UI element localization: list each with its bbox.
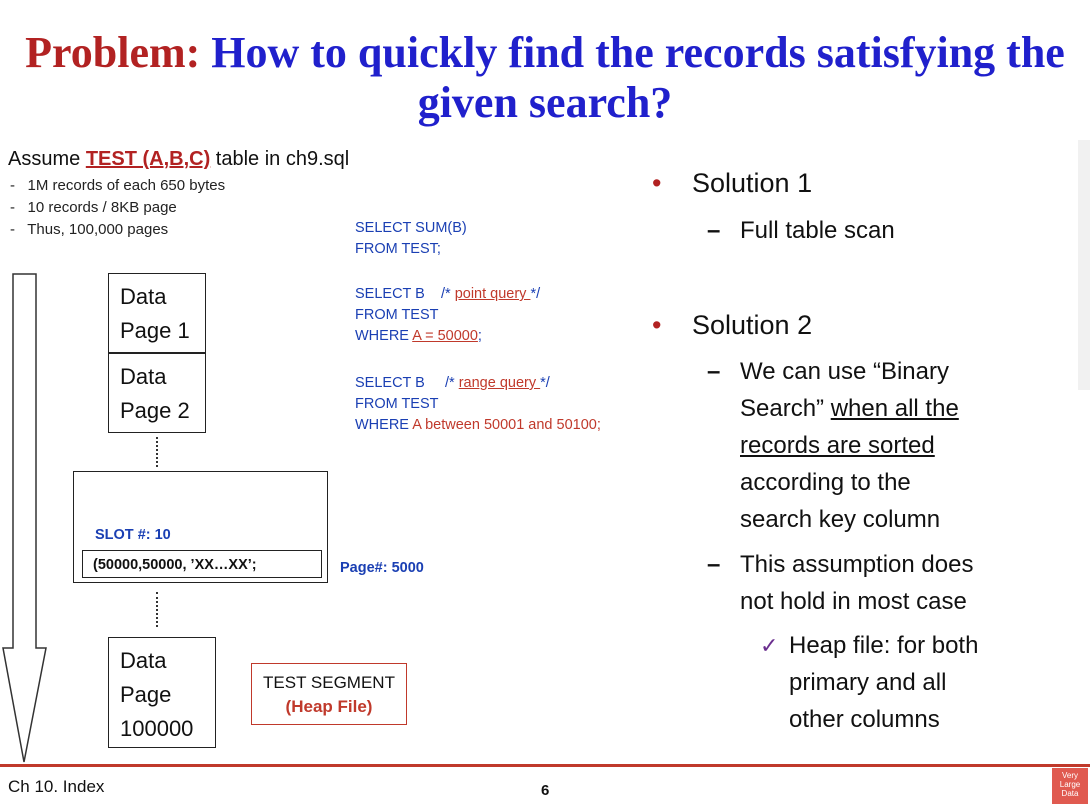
vld-logo bbox=[1052, 768, 1088, 804]
bullet-icon: • bbox=[652, 310, 662, 340]
note-item bbox=[10, 221, 168, 238]
sql-comment-close: */ bbox=[540, 375, 550, 391]
page-label: Page 2 bbox=[120, 398, 190, 423]
range-query-comment: range query bbox=[458, 375, 541, 391]
detail-line: according to the bbox=[740, 469, 911, 496]
sql-select: SELECT B bbox=[355, 375, 425, 391]
sql-line bbox=[355, 284, 540, 305]
side-tab bbox=[1078, 140, 1090, 390]
sql-line: FROM TEST bbox=[355, 396, 439, 412]
data-page-2 bbox=[108, 353, 206, 433]
title-text: How to quickly find the records satisfying the given search? bbox=[200, 28, 1065, 127]
assume-suffix: table in ch9.sql bbox=[210, 148, 350, 170]
logo-text: Large bbox=[1059, 780, 1081, 789]
test-segment-box bbox=[251, 663, 407, 725]
note-dash: - bbox=[10, 177, 15, 194]
detail-line: search key column bbox=[740, 506, 941, 533]
detail-line: other columns bbox=[789, 706, 940, 733]
solution-1-item bbox=[652, 168, 661, 199]
dash-icon: – bbox=[707, 358, 721, 385]
logo-text: Very bbox=[1061, 771, 1078, 780]
dash-icon: – bbox=[707, 551, 721, 578]
table-name: TEST (A,B,C) bbox=[85, 148, 211, 170]
detail-underlined: records are sorted bbox=[740, 432, 935, 459]
page-label: 100000 bbox=[120, 716, 194, 741]
page-label: Page 1 bbox=[120, 318, 190, 343]
page-label: Page bbox=[120, 682, 172, 707]
sql-line: FROM TEST bbox=[355, 307, 439, 323]
sql-query-sum bbox=[355, 218, 467, 260]
point-query-comment: point query bbox=[454, 286, 531, 302]
title-keyword: Problem: bbox=[25, 28, 201, 77]
sql-where: WHERE bbox=[355, 417, 413, 433]
detail-underlined: when all the bbox=[830, 395, 959, 422]
note-text: 1M records of each 650 bytes bbox=[27, 177, 226, 194]
slot-label: SLOT #: 10 bbox=[95, 527, 171, 543]
note-dash: - bbox=[10, 221, 15, 238]
page-number: 6 bbox=[541, 782, 550, 799]
note-item bbox=[10, 177, 225, 194]
sql-condition: A between 50001 and 50100; bbox=[412, 417, 601, 433]
solution-2-item bbox=[652, 310, 661, 341]
assume-line bbox=[8, 148, 349, 171]
checkmark-icon: ✓ bbox=[760, 633, 779, 658]
solution-2-detail-1 bbox=[740, 353, 1070, 538]
solution-2: Solution 2 bbox=[692, 310, 813, 340]
footer-rule bbox=[0, 764, 1090, 767]
assume-prefix: Assume bbox=[8, 148, 86, 170]
sql-comment-open: /* bbox=[445, 375, 459, 391]
ellipsis-dots bbox=[156, 592, 158, 627]
sql-semicolon: ; bbox=[477, 328, 482, 344]
data-page-last bbox=[108, 637, 216, 748]
solution-2-detail-2 bbox=[740, 546, 973, 620]
detail-line: primary and all bbox=[789, 669, 947, 696]
sql-query-point bbox=[355, 284, 540, 347]
detail-text: Search” bbox=[740, 395, 831, 422]
page-label: Data bbox=[120, 364, 167, 389]
segment-title: TEST SEGMENT bbox=[263, 673, 395, 692]
heap-file-note bbox=[789, 627, 978, 738]
sql-query-range bbox=[355, 373, 601, 436]
record-slot: (50000,50000, ’XX…XX’; bbox=[82, 550, 322, 578]
segment-subtitle: (Heap File) bbox=[285, 697, 373, 716]
data-page-1 bbox=[108, 273, 206, 353]
detail-line bbox=[740, 390, 1070, 427]
sql-comment-open: /* bbox=[440, 286, 455, 302]
note-item bbox=[10, 199, 177, 216]
bullet-icon: • bbox=[652, 168, 662, 198]
detail-line: This assumption does bbox=[740, 551, 974, 578]
sql-comment-close: */ bbox=[530, 286, 541, 302]
solution-1: Solution 1 bbox=[692, 168, 813, 198]
slide-title bbox=[0, 28, 1090, 128]
sql-where: WHERE bbox=[355, 328, 413, 344]
page-number-label: Page#: 5000 bbox=[340, 560, 424, 576]
page-label: Data bbox=[120, 648, 167, 673]
sql-line: SELECT SUM(B) bbox=[355, 220, 467, 236]
sql-select: SELECT B bbox=[355, 286, 425, 302]
sql-line: FROM TEST; bbox=[355, 241, 441, 257]
sql-line bbox=[355, 373, 601, 394]
dash-icon: – bbox=[707, 217, 721, 244]
footer-chapter: Ch 10. Index bbox=[8, 777, 105, 796]
sql-condition: A = 50000 bbox=[412, 328, 478, 344]
sql-line bbox=[355, 326, 540, 347]
sql-line bbox=[355, 415, 601, 436]
ellipsis-dots bbox=[156, 437, 158, 467]
detail-line: We can use “Binary bbox=[740, 358, 949, 385]
solution-1-detail: Full table scan bbox=[740, 217, 895, 244]
note-text: 10 records / 8KB page bbox=[27, 199, 177, 216]
logo-text: Data bbox=[1061, 789, 1079, 798]
detail-line: not hold in most case bbox=[740, 588, 967, 615]
detail-line: Heap file: for both bbox=[789, 632, 979, 659]
page-label: Data bbox=[120, 284, 167, 309]
scan-arrow-icon bbox=[0, 270, 50, 768]
note-dash: - bbox=[10, 199, 15, 216]
note-text: Thus, 100,000 pages bbox=[27, 221, 169, 238]
